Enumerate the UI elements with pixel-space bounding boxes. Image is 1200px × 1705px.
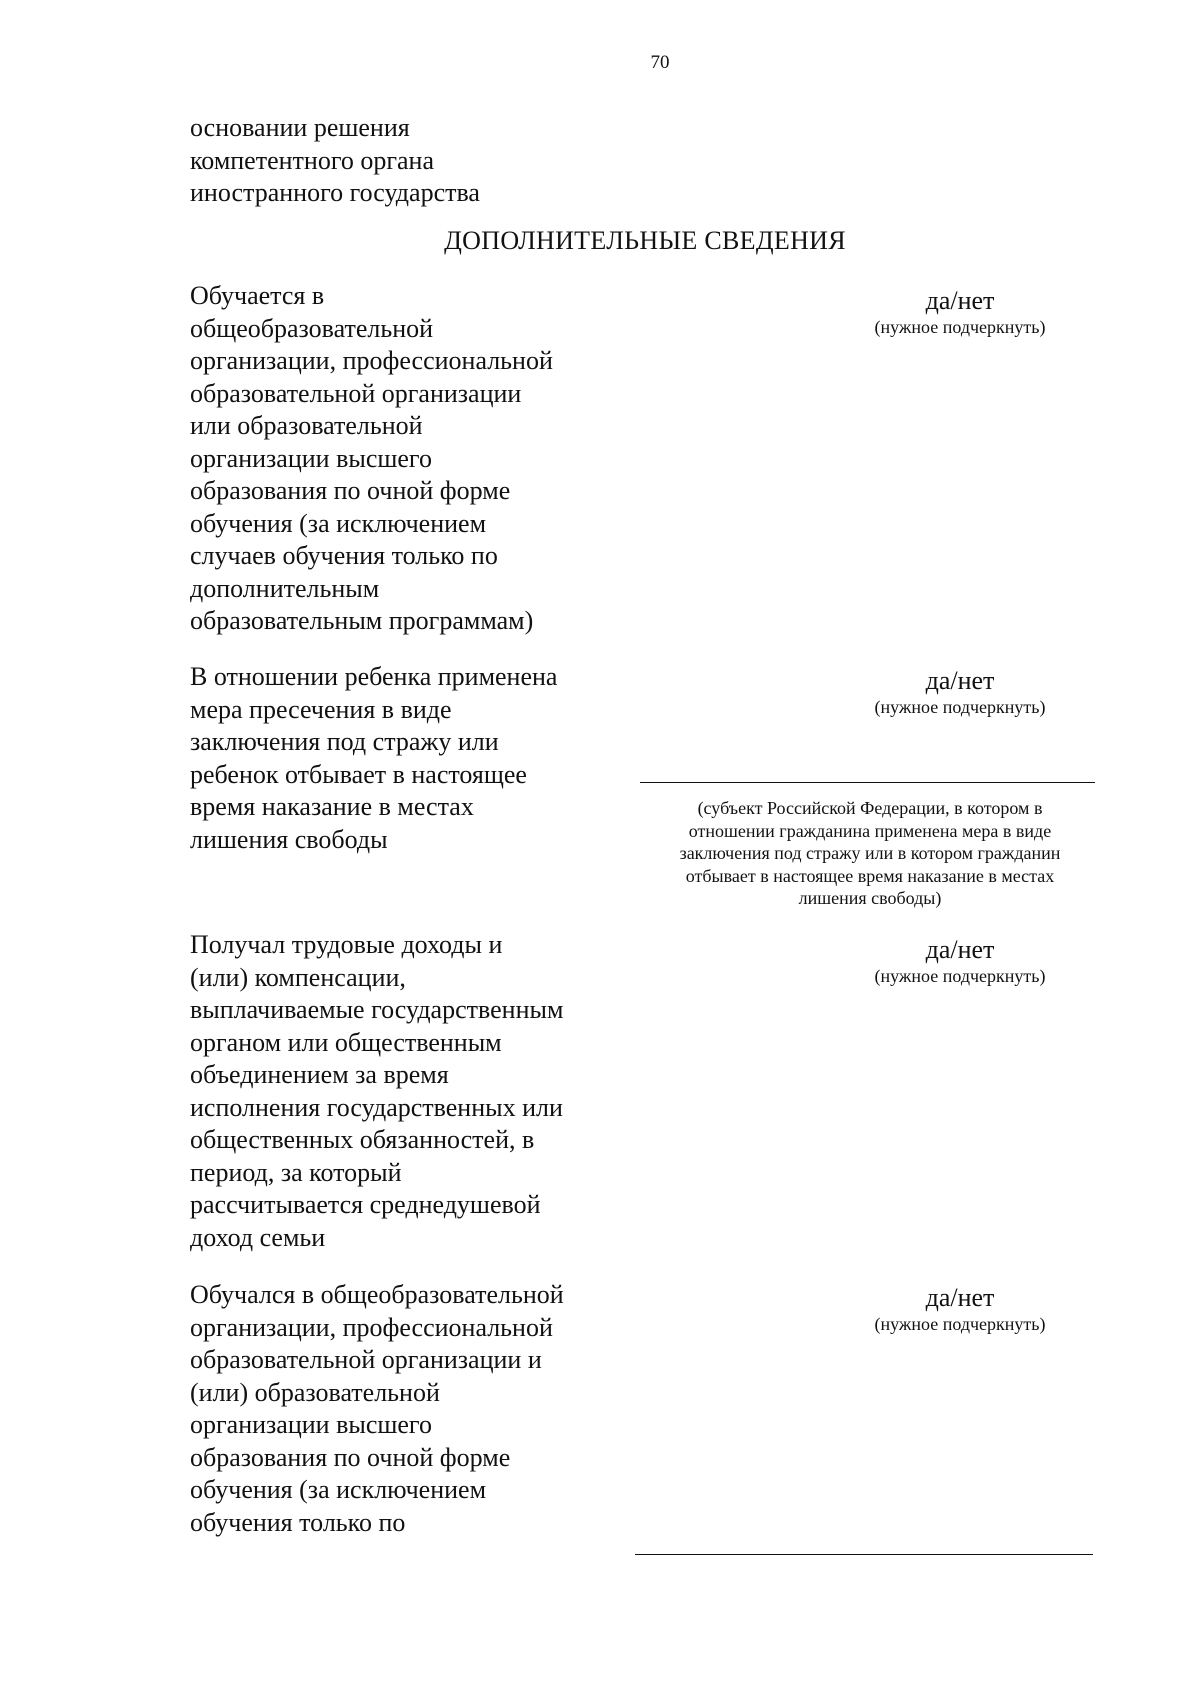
answer-2-yes-no: да/нет bbox=[925, 666, 995, 695]
answer-1-yes-no: да/нет bbox=[925, 286, 995, 315]
top-fragment-text: основании решения компетентного органа иностранного государства bbox=[190, 113, 480, 207]
answer-2 bbox=[740, 666, 1180, 718]
question-3-text: Получал трудовые доходы и (или) компенсации, выплачиваемые государственным органом или общественным объединением за время исполнения государственных или общественных обязанностей, в период, за который рассчитывается среднедушевой доход семьи bbox=[190, 930, 564, 1252]
region-note: (субъект Российской Федерации, в котором в отношении гражданина применена мера в виде заключения под стражу или в котором гражданин отбывает в настоящее время наказание в местах лишения свободы) bbox=[679, 798, 1061, 908]
section-heading: ДОПОЛНИТЕЛЬНЫЕ СВЕДЕНИЯ bbox=[444, 226, 846, 255]
answer-4 bbox=[740, 1283, 1180, 1335]
answer-4-hint: (нужное подчеркнуть) bbox=[874, 1314, 1046, 1334]
question-2-text: В отношении ребенка применена мера пресечения в виде заключения под стражу или ребенок отбывает в настоящее время наказание в местах лишения свободы bbox=[190, 662, 558, 854]
question-1-text: Обучается в общеобразовательной организации, профессиональной образовательной организации или образовательной организации высшего образования по очной форме обучения (за исключением случаев обучения только по дополнительным образовательным программам) bbox=[190, 281, 553, 635]
answer-3-yes-no: да/нет bbox=[925, 935, 995, 964]
answer-1-hint: (нужное подчеркнуть) bbox=[874, 317, 1046, 337]
answer-1 bbox=[740, 286, 1180, 338]
question-4-text: Обучался в общеобразовательной организации, профессиональной образовательной организации и (или) образовательной организации высшего образования по очной форме обучения (за исключением обучения только по bbox=[190, 1280, 564, 1537]
answer-4-yes-no: да/нет bbox=[925, 1283, 995, 1312]
page-number: 70 bbox=[650, 52, 670, 73]
answer-2-hint: (нужное подчеркнуть) bbox=[874, 697, 1046, 717]
answer-3-hint: (нужное подчеркнуть) bbox=[874, 966, 1046, 986]
region-fill-line bbox=[640, 782, 1095, 783]
bottom-fill-line bbox=[635, 1554, 1093, 1555]
answer-3 bbox=[740, 935, 1180, 987]
